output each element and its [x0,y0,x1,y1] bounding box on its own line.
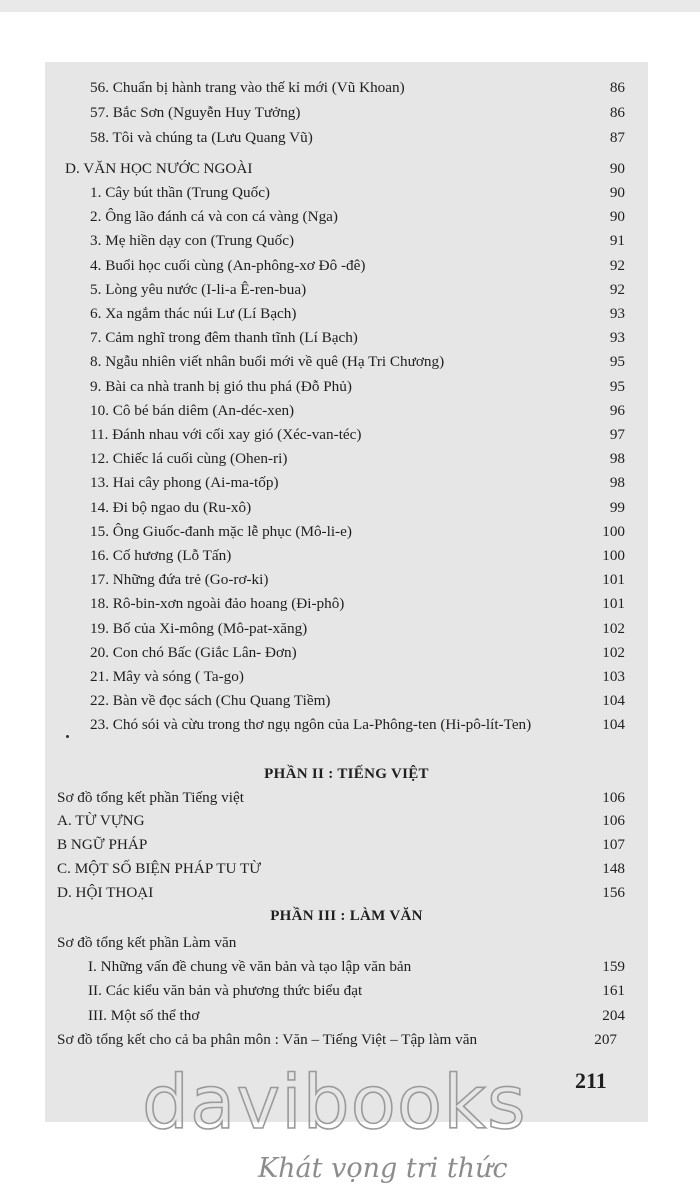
entry-page: 156 [602,884,625,901]
toc-entry [45,982,648,1002]
entry-page: 95 [609,377,625,395]
entry-title: D. HỘI THOẠI [57,884,154,901]
entry-title: 14. Đi bộ ngao du (Ru-xô) [90,498,252,516]
entry-page: 95 [609,353,625,371]
toc-entry [45,644,648,664]
toc-entry [45,129,648,149]
entry-title: 6. Xa ngắm thác núi Lư (Lí Bạch) [90,305,297,322]
toc-entry [45,378,648,398]
toc-entry [45,402,648,422]
entry-page: 106 [602,812,625,829]
entry-title: 3. Mẹ hiền dạy con (Trung Quốc) [90,232,295,250]
toc-entry [45,958,648,978]
toc-entry [45,789,648,809]
toc-entry [45,884,648,904]
part3-intro: Sơ đồ tổng kết phần Làm văn [57,934,237,951]
toc-entry [45,547,648,567]
entry-title: I. Những vấn đề chung về văn bản và tạo lập văn bản [88,958,412,975]
toc-entry [45,499,648,519]
toc-entry [45,184,648,204]
entry-title: 19. Bố của Xi-mông (Mô-pat-xăng) [90,619,308,637]
part3-heading: PHẦN III : LÀM VĂN [270,908,423,924]
entry-page: 104 [602,692,625,710]
entry-title: 10. Cô bé bán diêm (An-déc-xen) [90,401,295,419]
toc-entry [45,426,648,446]
entry-page: 107 [602,836,625,853]
entry-page: 93 [609,305,625,322]
toc-entry [45,1031,648,1051]
toc-entry [45,232,648,252]
entry-page: 99 [609,498,625,516]
entry-title: 17. Những đứa trẻ (Go-rơ-ki) [90,571,269,589]
entry-title: 11. Đánh nhau với cối xay gió (Xéc-van-téc) [90,426,362,443]
toc-entry [45,79,648,99]
table-of-contents [45,62,648,1122]
entry-title: 58. Tôi và chúng ta (Lưu Quang Vũ) [90,129,313,146]
top-edge [0,0,700,12]
entry-title: 56. Chuẩn bị hành trang vào thế kỉ mới (Vũ Khoan) [90,79,405,96]
entry-page: 98 [609,450,625,468]
entry-title: 23. Chó sói và cừu trong thơ ngụ ngôn của La-Phông-ten (Hi-pô-lít-Ten) [90,716,532,734]
entry-page: 87 [609,129,625,146]
entry-title: 20. Con chó Bấc (Giắc Lân- Đơn) [90,643,297,661]
toc-entry [45,329,648,349]
entry-title: 21. Mây và sóng ( Ta-go) [90,668,244,685]
entry-page: 97 [609,426,625,443]
entry-title: 8. Ngẫu nhiên viết nhân buổi mới về quê (Hạ Tri Chương) [90,353,445,371]
entry-page: 98 [609,474,625,492]
entry-page: 90 [609,184,625,201]
entry-page: 96 [609,401,625,419]
entry-title: 16. Cố hương (Lỗ Tấn) [90,547,232,564]
entry-title: 22. Bàn về đọc sách (Chu Quang Tiềm) [90,692,331,710]
toc-entry [45,474,648,494]
entry-page: 100 [602,522,625,540]
entry-title: II. Các kiểu văn bản và phương thức biểu đạt [88,982,363,999]
entry-title: III. Một số thể thơ [88,1007,200,1024]
entry-title: A. TỪ VỰNG [57,812,145,829]
entry-page: 161 [602,982,625,999]
entry-title: 13. Hai cây phong (Ai-ma-tốp) [90,474,279,492]
toc-entry [45,104,648,124]
book-page [45,62,648,1122]
entry-page: 102 [602,643,625,661]
watermark-brand: davibooks [142,1060,527,1146]
toc-entry [45,1007,648,1027]
entry-page: 91 [609,232,625,250]
entry-page: 100 [602,547,625,564]
toc-entry [45,281,648,301]
entry-page: 106 [602,789,625,806]
entry-page: 101 [602,571,625,589]
toc-entry [45,620,648,640]
entry-page: 92 [609,256,625,274]
entry-page: 86 [609,79,625,96]
entry-title: 15. Ông Giuốc-đanh mặc lễ phục (Mô-li-e) [90,522,352,540]
entry-page: 207 [594,1031,617,1048]
toc-entry [45,523,648,543]
entry-page: 204 [602,1007,625,1024]
toc-entry [45,860,648,880]
toc-entry [45,353,648,373]
toc-entry [45,208,648,228]
toc-entry [45,305,648,325]
toc-entry [45,836,648,856]
toc-entry [45,668,648,688]
entry-page: 159 [602,958,625,975]
entry-title: 7. Cảm nghĩ trong đêm thanh tĩnh (Lí Bạch) [90,329,358,347]
entry-page: 90 [609,208,625,226]
entry-title: 18. Rô-bin-xơn ngoài đảo hoang (Đi-phô) [90,595,345,613]
entry-title: 12. Chiếc lá cuối cùng (Ohen-ri) [90,450,288,468]
entry-title: 57. Bắc Sơn (Nguyễn Huy Tưởng) [90,104,301,121]
entry-title: Sơ đồ tổng kết phần Tiếng việt [57,789,244,806]
toc-entry [45,450,648,470]
toc-entry [45,716,648,736]
entry-page: 86 [609,104,625,121]
entry-title: 4. Buổi học cuối cùng (An-phông-xơ Đô -đê) [90,256,366,274]
entry-page: 101 [602,595,625,613]
entry-title: Sơ đồ tổng kết cho cả ba phân môn : Văn – Tiếng Việt – Tập làm văn [57,1031,478,1048]
entry-title: 9. Bài ca nhà tranh bị gió thu phá (Đỗ Phủ) [90,377,352,395]
toc-entry [45,812,648,832]
entry-page: 103 [602,668,625,685]
entry-title: C. MỘT SỐ BIỆN PHÁP TU TỪ [57,860,262,877]
toc-entry [45,595,648,615]
entry-page: 104 [602,716,625,734]
entry-title: D. VĂN HỌC NƯỚC NGOÀI [65,160,253,177]
entry-title: 2. Ông lão đánh cá và con cá vàng (Nga) [90,208,338,226]
watermark-slogan: Khát vọng tri thức [258,1153,508,1184]
entry-page: 90 [609,160,625,177]
toc-entry [45,257,648,277]
toc-entry [45,692,648,712]
entry-title: 1. Cây bút thần (Trung Quốc) [90,184,270,201]
entry-title: 5. Lòng yêu nước (I-li-a Ê-ren-bua) [90,280,307,298]
entry-page: 102 [602,619,625,637]
entry-page: 93 [609,329,625,347]
page-number: 211 [575,1068,607,1093]
stray-dot [66,735,69,738]
part2-heading: PHẦN II : TIẾNG VIỆT [264,766,429,782]
entry-title: B NGỮ PHÁP [57,836,148,853]
entry-page: 148 [602,860,625,877]
section-heading [45,160,648,180]
entry-page: 92 [609,280,625,298]
toc-entry [45,571,648,591]
